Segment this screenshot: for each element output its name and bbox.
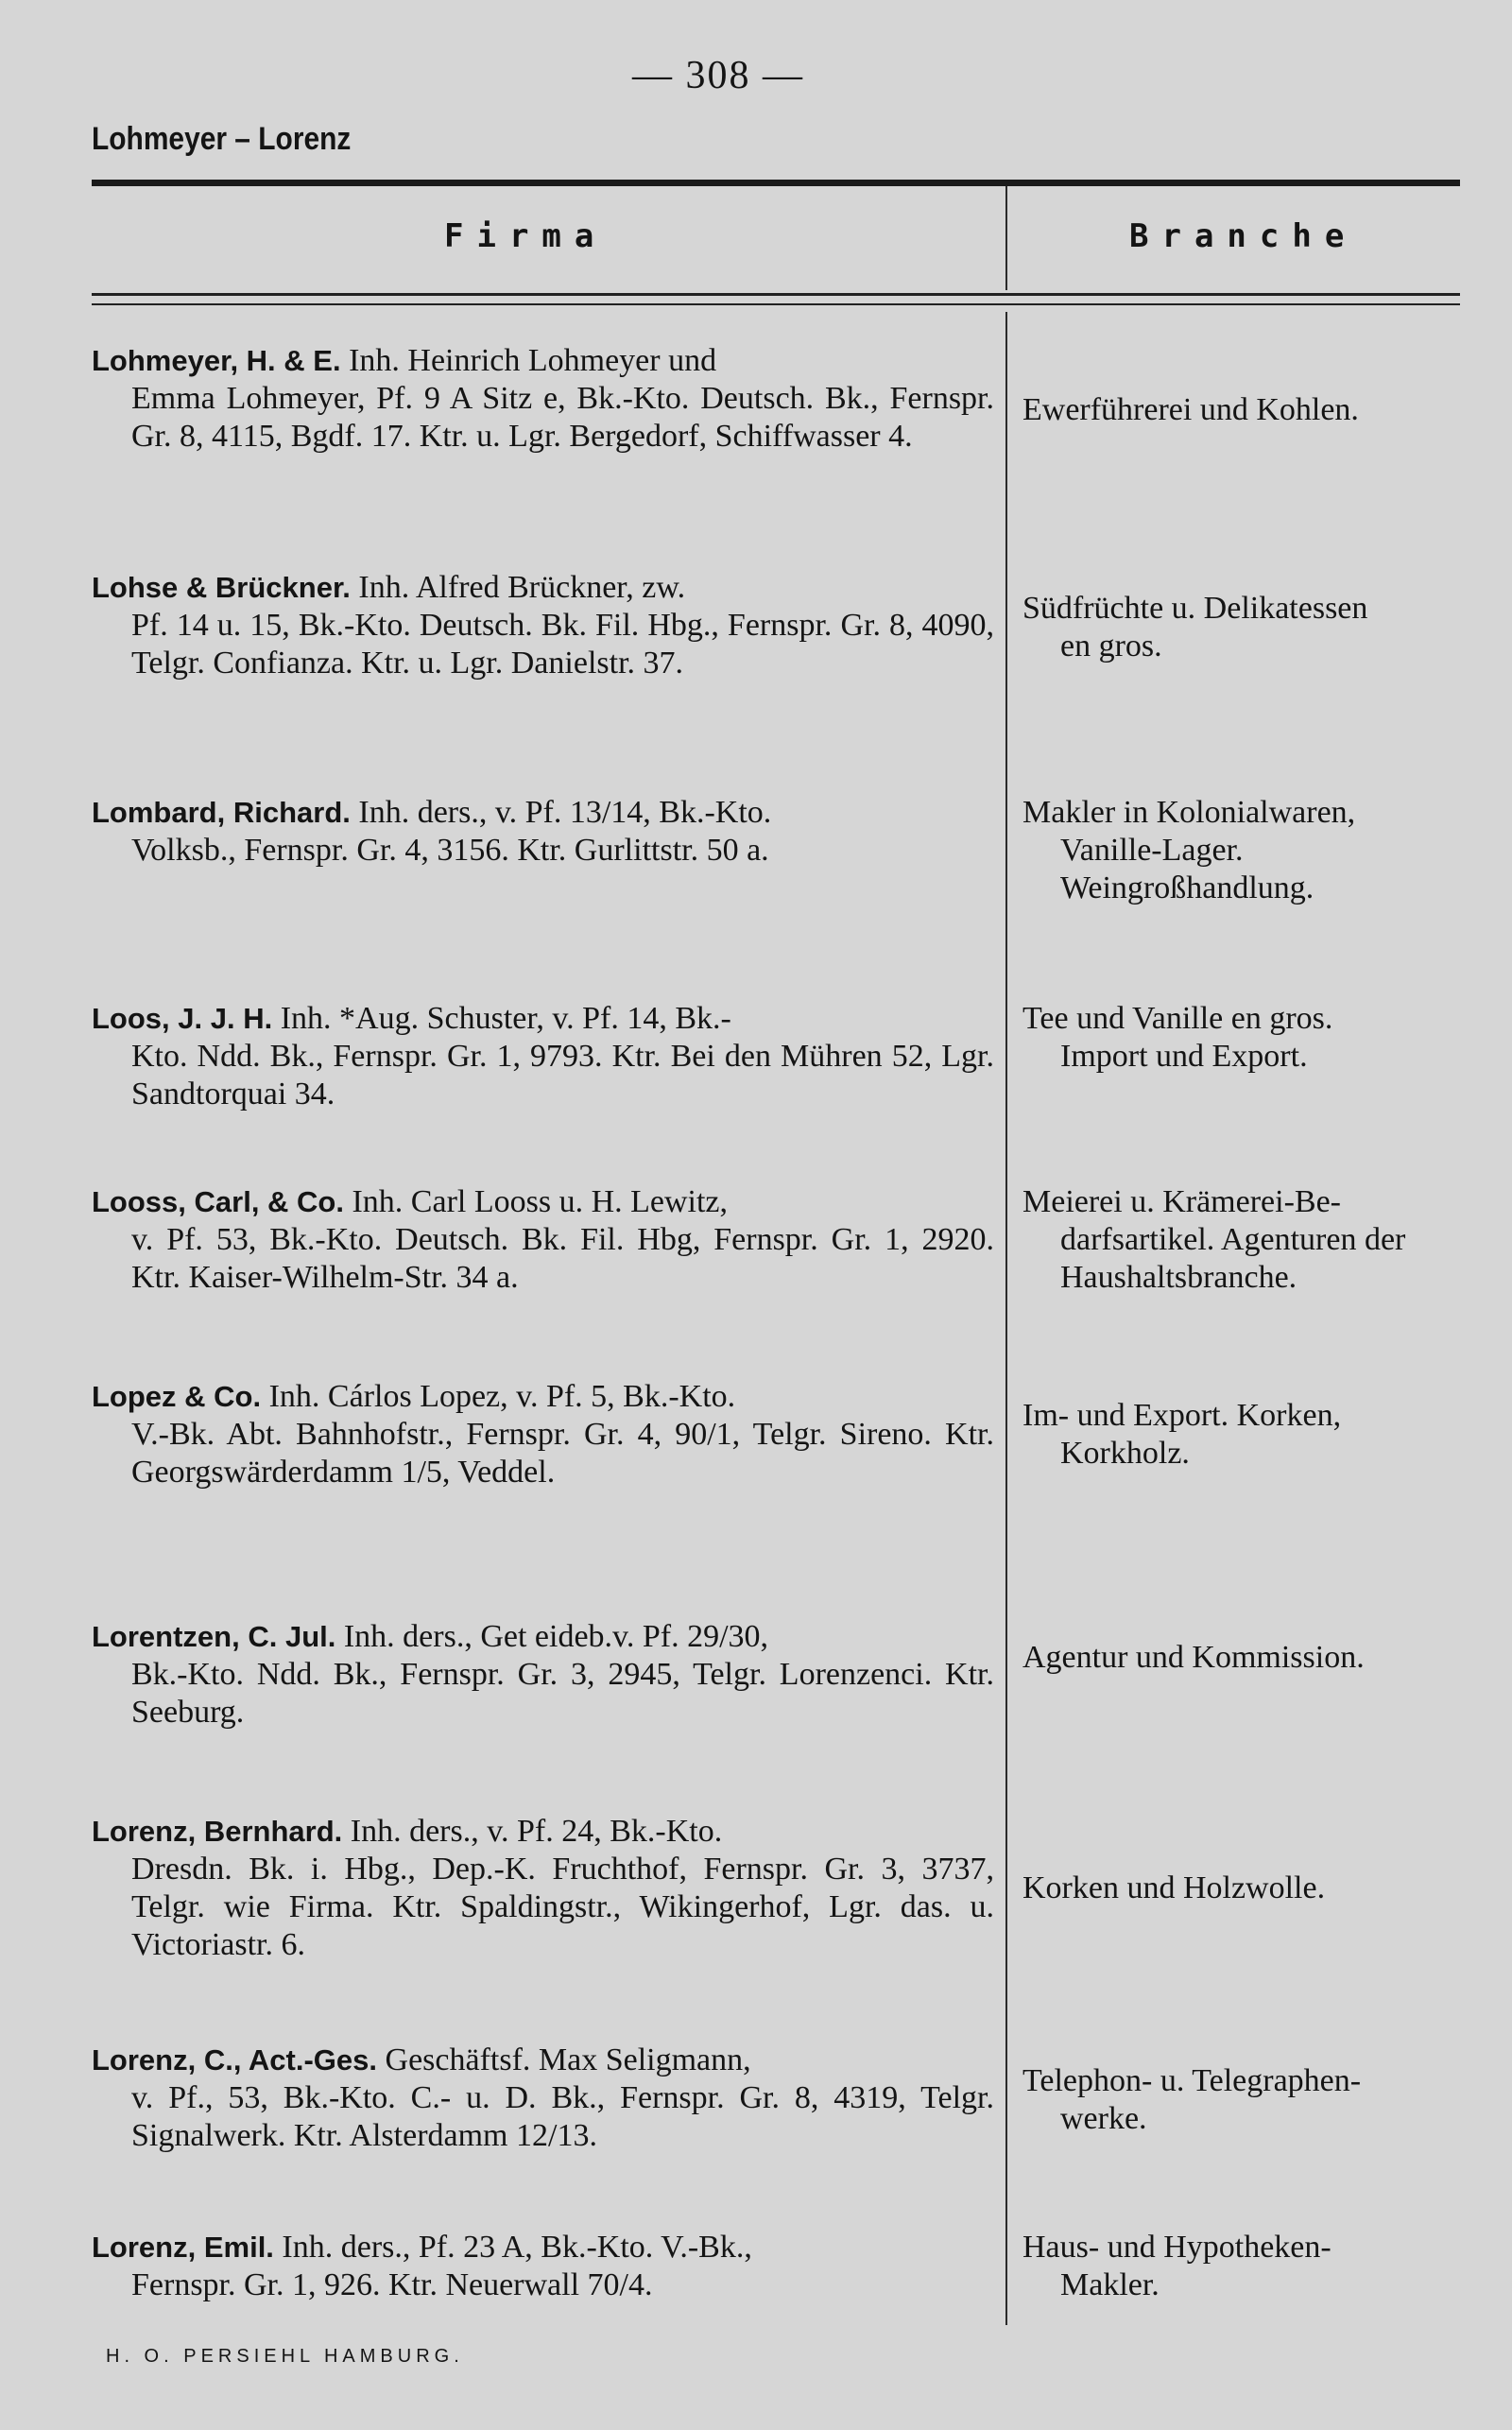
firm-details: Fernspr. Gr. 1, 926. Ktr. Neuerwall 70/4. — [131, 2267, 653, 2302]
branch-line1: Agentur und Kommission. — [1022, 1640, 1365, 1675]
firm-text — [92, 1618, 994, 1732]
firm-details-line1: Inh. ders., Pf. 23 A, Bk.-Kto. V.-Bk., — [282, 2230, 752, 2265]
branch-details: darfsartikel. Agenturen der Haushaltsbranche. — [1060, 1222, 1406, 1295]
branch-text — [1022, 1870, 1462, 1907]
branch-line1: Im- und Export. Korken, — [1022, 1398, 1342, 1433]
firm-details: Pf. 14 u. 15, Bk.-Kto. Deutsch. Bk. Fil. Hbg., Fernspr. Gr. 8, 4090, Telgr. Confianza. Ktr. u. Lgr. Danielstr. 37. — [131, 608, 994, 681]
printer-imprint: H. O. PERSIEHL HAMBURG. — [106, 2346, 464, 2367]
firm-name: Lombard, Richard. — [92, 796, 351, 829]
firm-details: v. Pf., 53, Bk.-Kto. C.- u. D. Bk., Fernspr. Gr. 8, 4319, Telgr. Signalwerk. Ktr. Alsterdamm 12/13. — [131, 2080, 994, 2153]
firm-details-line1: Inh. Cárlos Lopez, v. Pf. 5, Bk.-Kto. — [268, 1379, 736, 1414]
column-header-firm: Firma — [444, 217, 608, 255]
firm-details: Bk.-Kto. Ndd. Bk., Fernspr. Gr. 3, 2945, Telgr. Lorenzenci. Ktr. Seeburg. — [131, 1657, 994, 1730]
firm-text — [92, 342, 994, 456]
firm-details-line1: Inh. Alfred Brückner, zw. — [358, 570, 686, 605]
branch-details: Makler. — [1060, 2267, 1160, 2302]
body-column-divider — [1005, 312, 1007, 2325]
firm-details: V.-Bk. Abt. Bahnhofstr., Fernspr. Gr. 4, 90/1, Telgr. Sireno. Ktr. Georgswärderdamm 1/5, Veddel. — [131, 1417, 994, 1490]
firm-name: Lorenz, Bernhard. — [92, 1815, 343, 1848]
header-rule-lower — [92, 303, 1460, 305]
branch-details: en gros. — [1060, 629, 1162, 664]
branch-details: Import und Export. — [1060, 1039, 1308, 1074]
column-header-branch: Branche — [1129, 217, 1358, 255]
branch-text — [1022, 590, 1462, 665]
firm-text — [92, 1813, 994, 1964]
firm-text — [92, 1000, 994, 1113]
header-column-divider — [1005, 186, 1007, 290]
branch-text — [1022, 2229, 1462, 2304]
firm-name: Lorenz, C., Act.-Ges. — [92, 2043, 378, 2077]
branch-text — [1022, 2062, 1462, 2138]
firm-name: Lorentzen, C. Jul. — [92, 1620, 336, 1653]
firm-text — [92, 1378, 994, 1491]
firm-text — [92, 569, 994, 682]
firm-details-line1: Inh. ders., Get eideb.v. Pf. 29/30, — [343, 1619, 769, 1654]
branch-text — [1022, 391, 1462, 429]
firm-details-line1: Geschäftsf. Max Seligmann, — [385, 2042, 751, 2077]
top-rule — [92, 180, 1460, 186]
firm-name: Loos, J. J. H. — [92, 1002, 273, 1035]
firm-name: Lorenz, Emil. — [92, 2231, 274, 2264]
branch-details: werke. — [1060, 2101, 1147, 2136]
firm-text — [92, 2042, 994, 2155]
firm-details: Kto. Ndd. Bk., Fernspr. Gr. 1, 9793. Ktr. Bei den Mühren 52, Lgr. Sandtorquai 34. — [131, 1039, 994, 1112]
firm-details: Dresdn. Bk. i. Hbg., Dep.-K. Fruchthof, Fernspr. Gr. 3, 3737, Telgr. wie Firma. Ktr. Spaldingstr., Wikingerhof, Lgr. das. u. Victoriastr. 6. — [131, 1852, 994, 1962]
branch-text — [1022, 794, 1462, 907]
firm-details-line1: Inh. ders., v. Pf. 13/14, Bk.-Kto. — [358, 795, 772, 830]
firm-details-line1: Inh. *Aug. Schuster, v. Pf. 14, Bk.- — [280, 1001, 731, 1036]
firm-details: Emma Lohmeyer, Pf. 9 A Sitz e, Bk.-Kto. Deutsch. Bk., Fernspr. Gr. 8, 4115, Bgdf. 17. Ktr. u. Lgr. Bergedorf, Schiffwasser 4. — [131, 381, 994, 454]
branch-line1: Ewerführerei und Kohlen. — [1022, 392, 1359, 427]
firm-name: Lohse & Brückner. — [92, 571, 351, 604]
firm-name: Lohmeyer, H. & E. — [92, 344, 341, 377]
branch-line1: Meierei u. Krämerei-Be- — [1022, 1184, 1341, 1219]
branch-line1: Haus- und Hypotheken- — [1022, 2230, 1332, 2265]
branch-line1: Tee und Vanille en gros. — [1022, 1001, 1333, 1036]
firm-details-line1: Inh. ders., v. Pf. 24, Bk.-Kto. — [350, 1814, 723, 1849]
branch-line1: Südfrüchte u. Delikatessen — [1022, 591, 1368, 626]
firm-text — [92, 794, 994, 870]
firm-name: Looss, Carl, & Co. — [92, 1185, 344, 1218]
firm-text — [92, 1183, 994, 1297]
branch-text — [1022, 1183, 1462, 1297]
branch-line1: Telephon- u. Telegraphen- — [1022, 2063, 1362, 2098]
running-head: Lohmeyer – Lorenz — [92, 121, 352, 157]
firm-details-line1: Inh. Carl Looss u. H. Lewitz, — [352, 1184, 729, 1219]
page-number: — 308 — — [632, 54, 804, 97]
firm-details-line1: Inh. Heinrich Lohmeyer und — [349, 343, 717, 378]
header-rule-upper — [92, 293, 1460, 296]
branch-text — [1022, 1639, 1462, 1677]
firm-details: v. Pf. 53, Bk.-Kto. Deutsch. Bk. Fil. Hbg, Fernspr. Gr. 1, 2920. Ktr. Kaiser-Wilhelm-Str. 34 a. — [131, 1222, 994, 1295]
firm-name: Lopez & Co. — [92, 1380, 262, 1413]
branch-text — [1022, 1000, 1462, 1076]
branch-line1: Makler in Kolonialwaren, — [1022, 795, 1356, 830]
branch-line1: Korken und Holzwolle. — [1022, 1870, 1326, 1905]
branch-details: Vanille-Lager. Weingroßhandlung. — [1060, 833, 1314, 905]
branch-text — [1022, 1397, 1462, 1473]
firm-details: Volksb., Fernspr. Gr. 4, 3156. Ktr. Gurlittstr. 50 a. — [131, 833, 769, 868]
branch-details: Korkholz. — [1060, 1436, 1190, 1471]
firm-text — [92, 2229, 994, 2304]
